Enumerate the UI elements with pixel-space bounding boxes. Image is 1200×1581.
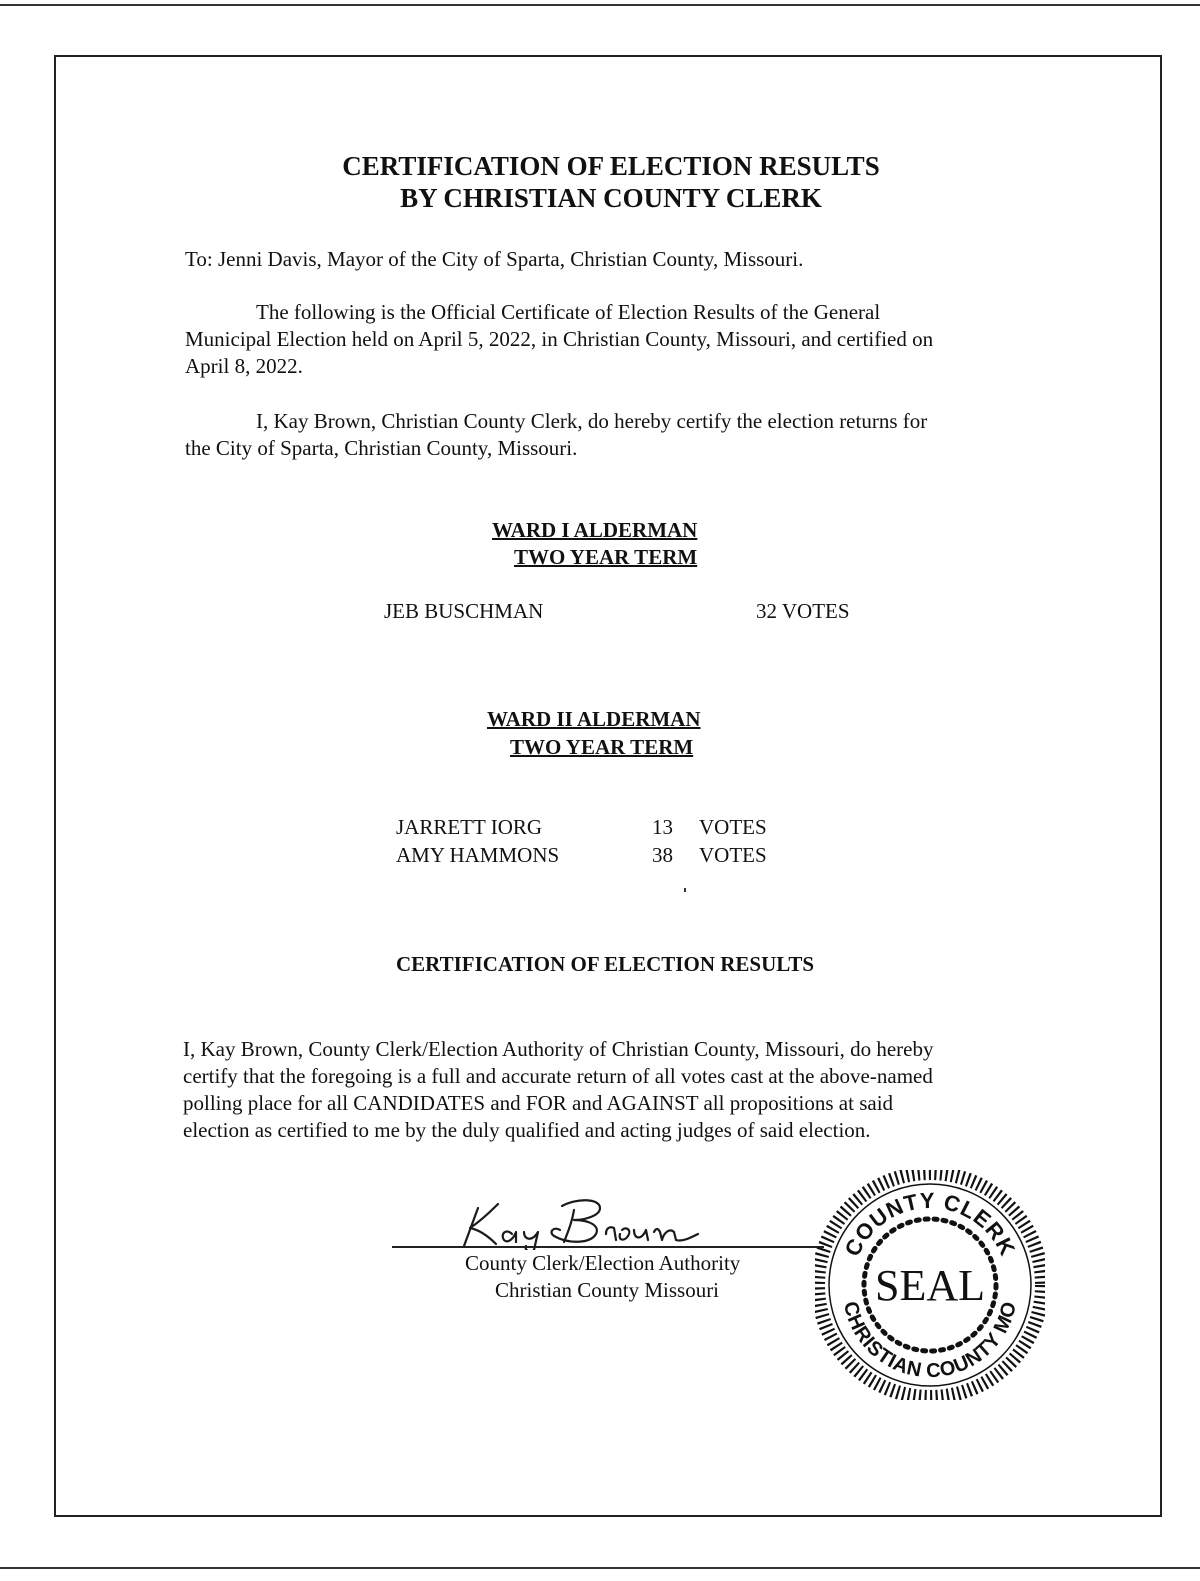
seal-center-text: SEAL (875, 1261, 985, 1310)
signature-line (392, 1246, 824, 1248)
certification-line2: certify that the foregoing is a full and accurate return of all votes cast at the above-named (183, 1064, 933, 1088)
scan-edge-top (0, 4, 1200, 6)
race2-term-heading: TWO YEAR TERM (510, 735, 694, 759)
certification-line4: election as certified to me by the duly qualified and acting judges of said election. (183, 1118, 871, 1142)
certify-line2: the City of Sparta, Christian County, Missouri. (185, 436, 578, 460)
svg-text:COUNTY CLERK (840, 1188, 1021, 1260)
certification-line3: polling place for all CANDIDATES and FOR and AGAINST all propositions at said (183, 1091, 894, 1115)
document-title-line2: BY CHRISTIAN COUNTY CLERK (400, 183, 822, 213)
race2-office-heading: WARD II ALDERMAN (487, 707, 701, 731)
scan-edge-bottom (0, 1567, 1200, 1569)
race1-candidate1-votes: 32 VOTES (756, 599, 850, 623)
intro-line1: The following is the Official Certificate of Election Results of the General (256, 300, 881, 324)
race1-office-heading: WARD I ALDERMAN (492, 518, 698, 542)
race2-candidate2-name: AMY HAMMONS (396, 843, 560, 867)
handwritten-signature (450, 1190, 730, 1250)
race1-candidate1-name: JEB BUSCHMAN (384, 599, 544, 623)
signer-title-line1: County Clerk/Election Authority (465, 1251, 741, 1275)
race2-candidate1-unit: VOTES (699, 815, 767, 839)
document-title-line1: CERTIFICATION OF ELECTION RESULTS (342, 151, 880, 181)
intro-line2: Municipal Election held on April 5, 2022, in Christian County, Missouri, and certified on (185, 327, 934, 351)
certify-line1: I, Kay Brown, Christian County Clerk, do hereby certify the election returns for (256, 409, 928, 433)
race2-candidate2-unit: VOTES (699, 843, 767, 867)
race1-term-heading: TWO YEAR TERM (514, 545, 698, 569)
certification-heading: CERTIFICATION OF ELECTION RESULTS (396, 952, 815, 976)
certification-line1: I, Kay Brown, County Clerk/Election Authority of Christian County, Missouri, do hereby (183, 1037, 934, 1061)
race2-candidate1-count: 13 (652, 815, 673, 839)
county-clerk-seal (815, 1170, 1045, 1400)
addressee-line: To: Jenni Davis, Mayor of the City of Sparta, Christian County, Missouri. (185, 247, 804, 271)
stray-mark (684, 888, 686, 892)
seal-top-text: COUNTY CLERK (839, 1187, 1021, 1261)
race2-candidate2-count: 38 (652, 843, 673, 867)
intro-line3: April 8, 2022. (185, 354, 303, 378)
signature-name-text: Kay Brown (450, 1190, 455, 1191)
signer-title-line2: Christian County Missouri (495, 1278, 720, 1302)
seal-bottom-text: CHRISTIAN COUNTY MO (838, 1299, 1022, 1383)
race2-candidate1-name: JARRETT IORG (396, 815, 543, 839)
